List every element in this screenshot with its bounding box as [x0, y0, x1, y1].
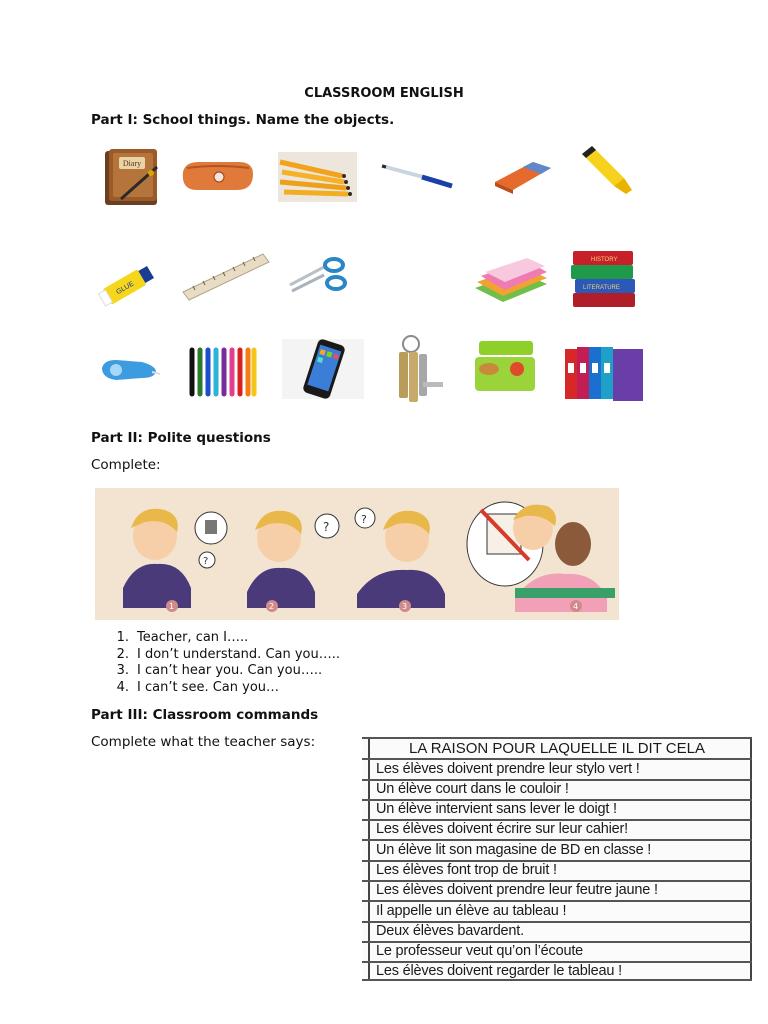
commands-table-scan: [362, 737, 752, 981]
correction-tape-image: [98, 356, 162, 384]
smartphone-image: [282, 339, 364, 399]
svg-text:?: ?: [361, 513, 367, 526]
eraser-image: [489, 156, 555, 196]
table-row: Un élève intervient sans lever le doigt !: [376, 801, 617, 817]
table-border-right: [750, 737, 752, 981]
table-row: Les élèves doivent prendre leur stylo vert !: [376, 761, 640, 777]
polite-questions-list: [91, 630, 340, 696]
table-row: Les élèves font trop de bruit !: [376, 862, 557, 878]
ruler-image: [181, 250, 271, 302]
list-number: 1.: [116, 630, 129, 645]
diary-image: [103, 147, 161, 207]
markers-image: [188, 346, 258, 398]
cartoon-number-2: 2: [269, 602, 275, 611]
part1-heading: Part I: School things. Name the objects.: [91, 112, 395, 128]
table-row: Les élèves doivent regarder le tableau !: [376, 963, 622, 979]
part3-instruction: Complete what the teacher says:: [91, 734, 316, 750]
list-item: [91, 630, 340, 647]
list-number: 3.: [116, 663, 129, 679]
table-border-left: [368, 737, 370, 981]
highlighter-image: [578, 144, 636, 198]
cartoon-number-4: 4: [573, 602, 579, 611]
list-item: [91, 647, 340, 664]
part3-heading: Part III: Classroom commands: [91, 707, 319, 723]
table-row: Les élèves doivent prendre leur feutre jaune !: [376, 882, 658, 898]
list-text: I can’t hear you. Can you…..: [137, 663, 323, 679]
glue-label: GLUE: [115, 280, 136, 297]
part2-heading: Part II: Polite questions: [91, 430, 271, 446]
table-row: Les élèves doivent écrire sur leur cahier!: [376, 821, 628, 837]
table-rule: [362, 979, 752, 981]
list-number: 2.: [116, 646, 129, 662]
table-row: Un élève court dans le couloir !: [376, 781, 569, 797]
binders-image: [563, 343, 645, 403]
part2-instruction: Complete:: [91, 457, 161, 473]
list-number: 4.: [116, 679, 129, 695]
svg-text:?: ?: [203, 556, 209, 567]
list-text: I can’t see. Can you…: [137, 679, 280, 695]
table-row: Deux élèves bavardent.: [376, 923, 524, 939]
diary-label: Diary: [122, 159, 142, 168]
list-item: [91, 663, 340, 680]
pencil-case-image: [179, 158, 257, 194]
pencils-image: [278, 152, 357, 202]
table-header: LA RAISON POUR LAQUELLE IL DIT CELA: [409, 740, 705, 757]
scissors-image: [288, 255, 350, 295]
books-image: [569, 249, 639, 311]
literature-label: LITERATURE: [583, 285, 620, 291]
table-row: Il appelle un élève au tableau !: [376, 903, 567, 919]
page-title: CLASSROOM ENGLISH: [304, 86, 464, 101]
list-text: Teacher, can I…..: [137, 630, 249, 645]
cartoon-number-3: 3: [402, 602, 408, 611]
pen-image: [378, 160, 456, 190]
list-item: [91, 680, 340, 697]
glue-stick-image: [92, 252, 164, 318]
keys-image: [389, 334, 445, 408]
lunchbox-image: [473, 339, 537, 395]
history-label: HISTORY: [591, 257, 618, 263]
table-row: Le professeur veut qu’on l’écoute: [376, 943, 584, 959]
polite-questions-cartoon: [95, 488, 619, 620]
svg-text:?: ?: [323, 520, 330, 534]
notebooks-image: [473, 258, 549, 306]
cartoon-number-1: 1: [169, 602, 175, 611]
list-text: I don’t understand. Can you…..: [137, 646, 341, 662]
table-row: Un élève lit son magasine de BD en classe !: [376, 842, 652, 858]
